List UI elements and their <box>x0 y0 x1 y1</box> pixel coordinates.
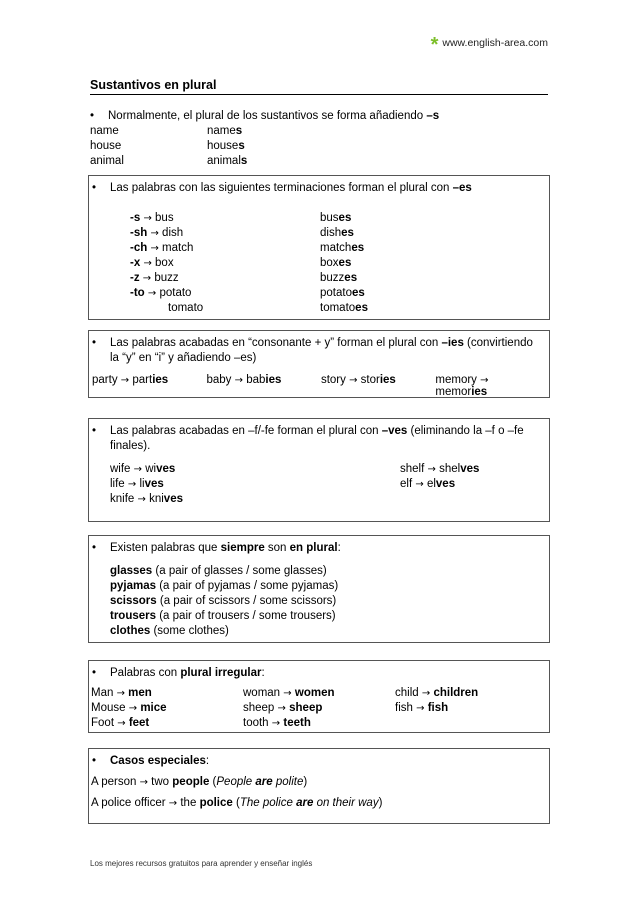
example-item: baby → babies <box>206 374 282 386</box>
irregular-rule: • Palabras con plural irregular: <box>92 667 265 679</box>
ves-examples <box>90 462 543 507</box>
table-cell: woman → women <box>243 687 335 699</box>
example-row: -sh → dish dishes <box>130 227 354 239</box>
example-item: memory → memories <box>435 374 489 398</box>
ies-rule: • Las palabras acabadas en “consonante + y” forman el plural con –ies (convirtiendo la “y” en “i” y añadiendo –es) <box>92 337 533 364</box>
table-cell: sheep → sheep <box>243 702 323 714</box>
special-case-police: A police officer → the police (The police are on their way) <box>91 797 383 809</box>
section-ves-plural <box>88 418 550 522</box>
example-item: life → lives <box>110 478 164 490</box>
table-cell: Man → men <box>91 687 152 699</box>
section-special-cases <box>88 748 550 824</box>
special-case-people: A person → two people (People are polite) <box>91 776 308 788</box>
site-url[interactable]: www.english-area.com <box>442 37 548 49</box>
example-item: story → stories <box>320 374 396 386</box>
list-item: pyjamas (a pair of pyjamas / some pyjamas) <box>110 580 339 592</box>
table-row <box>91 701 543 716</box>
table-cell: tooth → teeth <box>243 717 311 729</box>
table-cell: Mouse → mice <box>91 702 167 714</box>
example-item: party → parties <box>92 374 169 386</box>
list-item: glasses (a pair of glasses / some glasses) <box>110 565 327 577</box>
table-row <box>91 716 543 731</box>
example-item: elf → elves <box>400 478 456 490</box>
always-plural-list <box>90 564 543 639</box>
example-row: tomato tomatoes <box>168 302 368 314</box>
example-row: name names <box>90 125 243 137</box>
section-irregular-plural <box>88 660 550 733</box>
section-es-plural <box>88 175 550 320</box>
irregular-table <box>90 686 543 731</box>
section-basic-plural <box>88 109 550 169</box>
example-row: -z → buzz buzzes <box>130 272 358 284</box>
always-plural-rule: • Existen palabras que siempre son en plural: <box>92 542 341 554</box>
section-always-plural <box>88 535 550 643</box>
es-examples <box>90 211 543 316</box>
example-row: -to → potato potatoes <box>130 287 365 299</box>
page-title: Sustantivos en plural <box>90 78 548 95</box>
star-icon: * <box>430 34 439 56</box>
table-row <box>91 686 543 701</box>
section-ies-plural <box>88 330 550 398</box>
ies-examples <box>90 374 543 398</box>
example-item: knife → knives <box>110 493 183 505</box>
table-cell: child → children <box>395 687 479 699</box>
ves-rule: • Las palabras acabadas en –f/-fe forman el plural con –ves (eliminando la –f o –fe finales). <box>92 425 524 452</box>
example-row: -s → bus buses <box>130 212 352 224</box>
footer-text: Los mejores recursos gratuitos para aprender y enseñar inglés <box>90 859 313 868</box>
example-row: house houses <box>90 140 245 152</box>
es-rule: • Las palabras con las siguientes terminaciones forman el plural con –es <box>92 182 472 194</box>
example-item: shelf → shelves <box>400 463 480 475</box>
special-cases-title: • Casos especiales: <box>92 755 210 767</box>
example-row: -x → box boxes <box>130 257 352 269</box>
example-row: -ch → match matches <box>130 242 365 254</box>
list-item: clothes (some clothes) <box>110 625 229 637</box>
table-cell: fish → fish <box>395 702 449 714</box>
bullet: • <box>90 110 95 122</box>
basic-examples <box>88 124 550 169</box>
list-item: trousers (a pair of trousers / some trousers) <box>110 610 336 622</box>
example-row: animal animals <box>90 155 248 167</box>
example-item: wife → wives <box>110 463 176 475</box>
basic-rule: • Normalmente, el plural de los sustantivos se forma añadiendo –s <box>90 110 440 122</box>
list-item: scissors (a pair of scissors / some scissors) <box>110 595 337 607</box>
table-cell: Foot → feet <box>91 717 150 729</box>
site-header <box>430 34 548 56</box>
